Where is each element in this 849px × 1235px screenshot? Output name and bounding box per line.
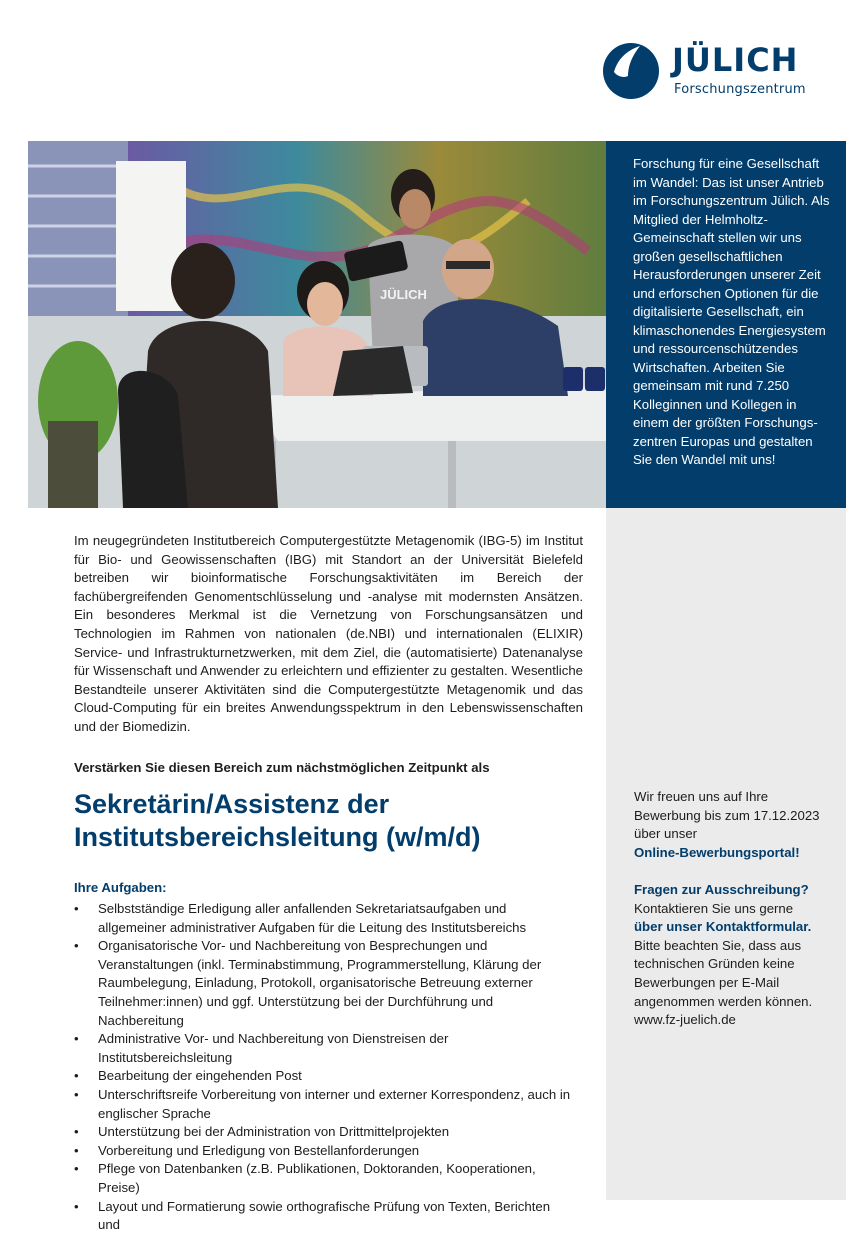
shirt-print: JÜLICH [380, 287, 427, 302]
hero-photo [28, 141, 606, 508]
logo-subtitle: Forschungszentrum [674, 82, 806, 97]
tasks-list [74, 900, 574, 1235]
contact-form-link[interactable]: über unser Kontaktformular. [634, 919, 812, 935]
juelich-logo-mark-icon [600, 38, 660, 100]
website-link[interactable]: www.fz-juelich.de [634, 1012, 736, 1028]
list-item: • Pflege von Datenbanken (z.B. Publikationen, Doktoranden, Kooperationen, Preise) [74, 1160, 574, 1197]
lead-sentence: Verstärken Sie diesen Bereich zum nächstmöglichen Zeitpunkt als [74, 760, 490, 775]
list-item: • Layout und Formatierung sowie orthografische Prüfung von Texten, Berichten und [74, 1198, 574, 1235]
logo-wordmark: JÜLICH [672, 41, 799, 79]
sidebar-intro-text: Forschung für eine Gesellschaft im Wandel: Das ist unser Antrieb im Forschungszentrum Jülich. Als Mitglied der Helmholtz-Gemeinschaft stellen wir uns großen gesellschaftlichen Herausforderungen unserer Zeit und erforschen Optionen für die digitalisierte Gesellschaft, ein klimaschonendes Energiesystem und ressourcenschützendes Wirtschaften. Arbeiten Sie gemeinsam mit rund 7.250 Kolleginnen und Kollegen in einem der größten Forschungszentren Europas und gestalten Sie den Wandel mit uns! [633, 156, 830, 467]
questions-heading: Fragen zur Ausschreibung? [634, 881, 809, 897]
job-title: Sekretärin/Assistenz der Institutsbereichsleitung (w/m/d) [74, 789, 481, 852]
tasks-heading: Ihre Aufgaben: [74, 880, 167, 895]
institute-intro-paragraph: Im neugegründeten Institutbereich Computergestützte Metagenomik (IBG-5) im Institut für Bio- und Geowissenschaften (IBG) mit Standort an der Universität Bielefeld betreiben wir bioinformatische Forschungsaktivitäten im Bereich der fachübergreifenden Genomentschlüsselung und -analyse mit modernsten Ansätzen. Ein besonderes Merkmal ist die Vernetzung von Forschungsansätzen und Technologien im Rahmen von nationalen (de.NBI) und internationalen (ELIXIR) Service- und Infrastrukturnetzwerken, mit dem Ziel, die (automatisierte) Datenanalyse für Wissenschaft und Anwender zu erleichtern und effizienter zu gestalten. Wesentliche Bestandteile unserer Aktivitäten sind die Computergestützte Metagenomik und das Cloud-Computing für ein breites Anwendungsspektrum in den Lebenswissenschaften und der Biomedizin. [74, 533, 583, 734]
list-item: • Bearbeitung der eingehenden Post [74, 1067, 574, 1086]
list-item: • Vorbereitung und Erledigung von Bestellanforderungen [74, 1142, 574, 1161]
list-item: • Unterstützung bei der Administration von Drittmittelprojekten [74, 1123, 574, 1142]
office-meeting-photo [28, 141, 606, 508]
list-item: • Selbstständige Erledigung aller anfallenden Sekretariatsaufgaben und allgemeiner administrativer Aufgaben für die Leitung des Institutsbereichs [74, 900, 574, 937]
application-portal-link[interactable]: Online-Bewerbungsportal! [634, 844, 800, 860]
list-item: • Administrative Vor- und Nachbereitung von Dienstreisen der Institutsbereichsleitung [74, 1030, 574, 1067]
juelich-logo [600, 38, 815, 102]
list-item: • Organisatorische Vor- und Nachbereitung von Besprechungen und Veranstaltungen (inkl. Terminabstimmung, Programmerstellung, Klärung der Raumbelegung, Einladung, Protokoll, organisatorische Betreuung externer Teilnehmer:innen) und ggf. Unterstützung bei der Durchführung und Nachbereitung [74, 937, 574, 1030]
email-note: Bitte beachten Sie, dass aus technischen Gründen keine Bewerbungen per E-Mail angenommen werden können. [634, 937, 813, 1009]
list-item: • Unterschriftsreife Vorbereitung von interner und externer Korrespondenz, auch in englischer Sprache [74, 1086, 574, 1123]
contact-text: Kontaktieren Sie uns gerne [634, 900, 794, 916]
sidebar-intro-box [606, 141, 846, 508]
sidebar-contact [634, 788, 834, 1030]
apply-deadline-text: Wir freuen uns auf Ihre Bewerbung bis zum 17.12.2023 über unser [634, 789, 820, 842]
